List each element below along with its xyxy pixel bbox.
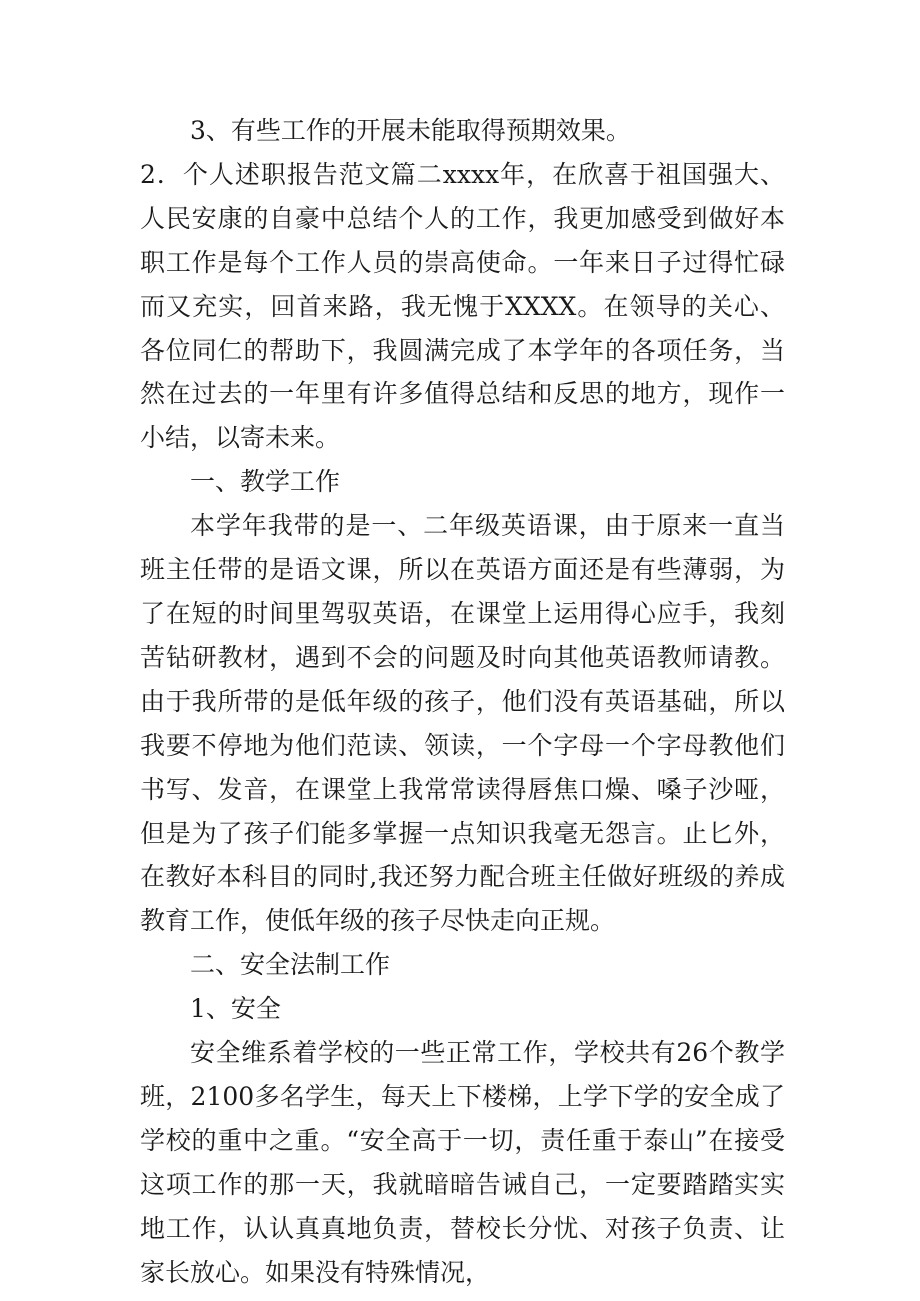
document-body — [140, 109, 785, 1294]
paragraph-ineffective-work: 3、有些工作的开展未能取得预期效果。 — [190, 116, 631, 145]
paragraph-report-intro: 2．个人述职报告范文篇二xxxx年，在欣喜于祖国强大、人民安康的自豪中总结个人的工作，我更加感受到做好本职工作是每个工作人员的崇高使命。一年来日子过得忙碌而又充实，回首来路，我无愧于XXXX。在领导的关心、各位同仁的帮助下，我圆满完成了本学年的各项任务，当然在过去的一年里有许多值得总结和反思的地方，现作一小结，以寄未来。 — [140, 159, 785, 453]
subheading-safety: 1、安全 — [190, 994, 281, 1024]
heading-safety-legal-work: 二、安全法制工作 — [190, 950, 391, 980]
heading-teaching-work: 一、教学工作 — [190, 467, 341, 497]
paragraph-teaching-work: 本学年我带的是一、二年级英语课，由于原来一直当班主任带的是语文课，所以在英语方面还是有些薄弱，为了在短的时间里驾驭英语，在课堂上运用得心应手，我刻苦钻研教材，遇到不会的问题及时向其他英语教师请教。由于我所带的是低年级的孩子，他们没有英语基础，所以我要不停地为他们范读、领读，一个字母一个字母教他们书写、发音，在课堂上我常常读得唇焦口燥、嗓子沙哑，但是为了孩子们能多掌握一点知识我毫无怨言。止匕外，在教好本科目的同时,我还努力配合班主任做好班级的养成教育工作，使低年级的孩子尽快走向正规。 — [140, 511, 785, 936]
paragraph-safety: 安全维系着学校的一些正常工作，学校共有26个教学班，2100多名学生，每天上下楼梯，上学下学的安全成了学校的重中之重。“安全高于一切，责任重于泰山”在接受这项工作的那一天，我就暗暗告诫自己，一定要踏踏实实地工作，认认真真地负责，替校长分忧、对孩子负责、让家长放心。如果没有特殊情况， — [140, 1038, 785, 1287]
